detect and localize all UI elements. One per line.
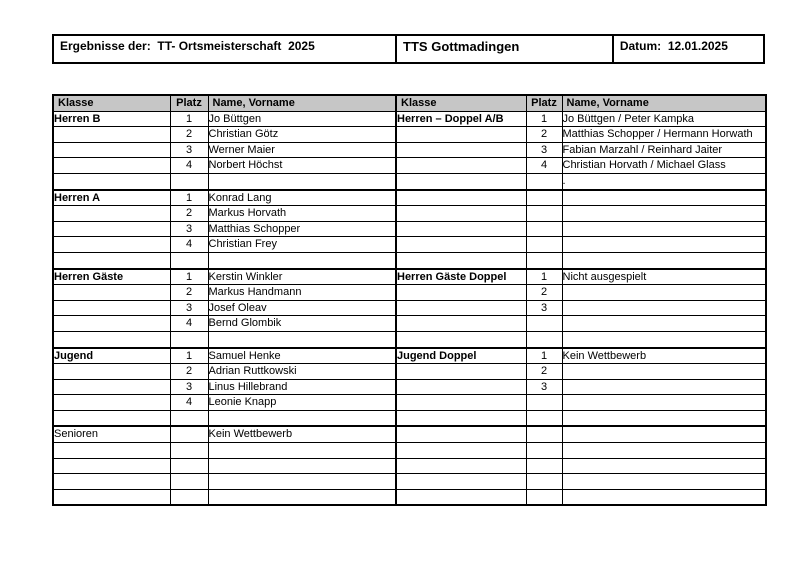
cell-platz-left [170,458,208,474]
cell-platz-right [526,173,562,189]
table-row [53,474,766,490]
cell-name-left [208,489,396,505]
table-row [53,364,766,380]
results-table [52,94,767,506]
cell-klasse-left [53,206,170,222]
cell-klasse-right [396,237,526,253]
cell-name-right: Fabian Marzahl / Reinhard Jaiter [562,142,766,158]
cell-name-right [562,331,766,347]
cell-klasse-right: Herren – Doppel A/B [396,111,526,127]
table-row [53,331,766,347]
cell-platz-left [170,252,208,268]
table-row [53,348,766,364]
cell-klasse-right [396,206,526,222]
cell-klasse-right [396,395,526,411]
cell-name-right [562,395,766,411]
cell-klasse-left [53,474,170,490]
cell-klasse-left [53,379,170,395]
cell-name-left [208,173,396,189]
col-header-platz-left: Platz [170,95,208,111]
cell-klasse-left: Herren B [53,111,170,127]
cell-klasse-right [396,158,526,174]
cell-platz-left: 3 [170,142,208,158]
cell-platz-left [170,410,208,426]
cell-klasse-right [396,285,526,301]
table-row [53,300,766,316]
cell-name-right [562,285,766,301]
cell-platz-right [526,190,562,206]
cell-name-left: Norbert Höchst [208,158,396,174]
cell-name-left: Josef Oleav [208,300,396,316]
cell-name-left: Werner Maier [208,142,396,158]
col-header-klasse-right: Klasse [396,95,526,111]
cell-platz-left: 4 [170,395,208,411]
col-header-klasse-left: Klasse [53,95,170,111]
cell-klasse-left [53,331,170,347]
cell-name-left: Jo Büttgen [208,111,396,127]
cell-klasse-left [53,489,170,505]
cell-platz-right [526,489,562,505]
cell-klasse-right [396,142,526,158]
table-row [53,158,766,174]
cell-klasse-right [396,426,526,442]
col-header-platz-right: Platz [526,95,562,111]
cell-platz-left: 1 [170,111,208,127]
cell-klasse-right [396,489,526,505]
cell-klasse-left: Jugend [53,348,170,364]
cell-name-left: Linus Hillebrand [208,379,396,395]
cell-platz-left: 1 [170,269,208,285]
table-row [53,142,766,158]
cell-platz-right: 1 [526,111,562,127]
cell-name-left: Samuel Henke [208,348,396,364]
cell-klasse-right [396,300,526,316]
table-row [53,489,766,505]
cell-name-right [562,379,766,395]
cell-platz-left: 2 [170,285,208,301]
cell-klasse-left [53,237,170,253]
table-row [53,285,766,301]
table-row [53,395,766,411]
cell-klasse-left [53,364,170,380]
cell-name-right [562,190,766,206]
cell-platz-right [526,206,562,222]
cell-klasse-left [53,410,170,426]
cell-platz-right: 1 [526,348,562,364]
cell-klasse-left: Herren Gäste [53,269,170,285]
cell-platz-left: 3 [170,300,208,316]
cell-platz-left: 4 [170,316,208,332]
cell-platz-right [526,331,562,347]
cell-name-left [208,410,396,426]
cell-platz-right [526,395,562,411]
cell-platz-right [526,474,562,490]
cell-klasse-left [53,443,170,459]
cell-name-right [562,489,766,505]
cell-name-right [562,206,766,222]
cell-name-left [208,443,396,459]
cell-name-left: Markus Handmann [208,285,396,301]
cell-name-left: Markus Horvath [208,206,396,222]
col-header-name-left: Name, Vorname [208,95,396,111]
cell-klasse-right [396,127,526,143]
cell-platz-left: 2 [170,127,208,143]
cell-platz-left [170,489,208,505]
sheet-header [52,34,765,64]
cell-klasse-right [396,410,526,426]
cell-name-right [562,221,766,237]
cell-name-right: Jo Büttgen / Peter Kampka [562,111,766,127]
table-row [53,316,766,332]
cell-klasse-left [53,458,170,474]
cell-klasse-right [396,443,526,459]
results-table-body [53,111,766,505]
cell-klasse-right [396,364,526,380]
cell-klasse-left: Senioren [53,426,170,442]
cell-name-right [562,300,766,316]
table-row [53,410,766,426]
cell-name-left [208,474,396,490]
cell-name-right [562,443,766,459]
cell-name-right [562,410,766,426]
cell-name-right [562,316,766,332]
cell-name-left: Bernd Glombik [208,316,396,332]
cell-platz-right [526,410,562,426]
cell-klasse-right: Jugend Doppel [396,348,526,364]
cell-name-left: Leonie Knapp [208,395,396,411]
sheet-title: Ergebnisse der: TT- Ortsmeisterschaft 2025 [54,36,397,62]
cell-platz-right: 4 [526,158,562,174]
cell-name-right [562,458,766,474]
cell-klasse-right [396,474,526,490]
cell-name-left: Adrian Ruttkowski [208,364,396,380]
cell-name-right: Christian Horvath / Michael Glass [562,158,766,174]
cell-platz-left: 1 [170,190,208,206]
table-row [53,443,766,459]
cell-name-right [562,252,766,268]
col-header-name-right: Name, Vorname [562,95,766,111]
cell-platz-left: 3 [170,379,208,395]
cell-klasse-left [53,142,170,158]
cell-platz-right [526,316,562,332]
cell-platz-right [526,221,562,237]
cell-name-left: Christian Götz [208,127,396,143]
results-table-head [53,95,766,111]
cell-platz-left [170,474,208,490]
cell-klasse-right [396,221,526,237]
cell-name-left [208,331,396,347]
table-row [53,111,766,127]
cell-platz-left [170,443,208,459]
cell-klasse-right [396,173,526,189]
cell-name-left: Konrad Lang [208,190,396,206]
cell-klasse-right [396,252,526,268]
cell-klasse-right [396,458,526,474]
cell-klasse-left [53,221,170,237]
cell-name-left: Kein Wettbewerb [208,426,396,442]
cell-klasse-right [396,379,526,395]
table-row [53,237,766,253]
table-row [53,252,766,268]
cell-klasse-left [53,316,170,332]
cell-platz-left [170,173,208,189]
cell-platz-left: 2 [170,206,208,222]
cell-platz-left [170,331,208,347]
cell-name-right: Matthias Schopper / Hermann Horwath [562,127,766,143]
table-row [53,206,766,222]
cell-platz-right [526,237,562,253]
cell-platz-right: 2 [526,364,562,380]
cell-name-right: Nicht ausgespielt [562,269,766,285]
cell-klasse-right [396,331,526,347]
table-row [53,221,766,237]
cell-klasse-left [53,127,170,143]
cell-platz-right [526,443,562,459]
table-row [53,458,766,474]
cell-name-right [562,364,766,380]
sheet-date: Datum: 12.01.2025 [619,39,728,53]
cell-platz-right: 1 [526,269,562,285]
cell-platz-right [526,426,562,442]
cell-name-right [562,426,766,442]
table-row [53,173,766,189]
cell-platz-left: 2 [170,364,208,380]
table-row [53,426,766,442]
cell-klasse-right [396,316,526,332]
cell-platz-right: 3 [526,379,562,395]
cell-platz-right: 3 [526,300,562,316]
table-row [53,379,766,395]
cell-klasse-left [53,158,170,174]
cell-name-left: Kerstin Winkler [208,269,396,285]
cell-name-left: Christian Frey [208,237,396,253]
header-row [53,95,766,111]
cell-platz-left [170,426,208,442]
cell-platz-left: 3 [170,221,208,237]
cell-klasse-left [53,300,170,316]
cell-platz-left: 4 [170,158,208,174]
cell-platz-left: 4 [170,237,208,253]
cell-name-left [208,252,396,268]
cell-klasse-left [53,252,170,268]
table-row [53,127,766,143]
cell-name-right [562,237,766,253]
cell-name-left: Matthias Schopper [208,221,396,237]
cell-platz-right: 2 [526,127,562,143]
cell-klasse-left [53,395,170,411]
cell-name-right: Kein Wettbewerb [562,348,766,364]
cell-klasse-left [53,173,170,189]
cell-klasse-right: Herren Gäste Doppel [396,269,526,285]
table-row [53,269,766,285]
cell-name-right [562,474,766,490]
cell-name-left [208,458,396,474]
cell-name-right: . [562,173,766,189]
table-row [53,190,766,206]
cell-platz-right [526,252,562,268]
club-name: TTS Gottmadingen [397,36,614,62]
cell-platz-left: 1 [170,348,208,364]
cell-klasse-left: Herren A [53,190,170,206]
cell-platz-right: 2 [526,285,562,301]
cell-platz-right [526,458,562,474]
cell-klasse-right [396,190,526,206]
cell-klasse-left [53,285,170,301]
cell-platz-right: 3 [526,142,562,158]
